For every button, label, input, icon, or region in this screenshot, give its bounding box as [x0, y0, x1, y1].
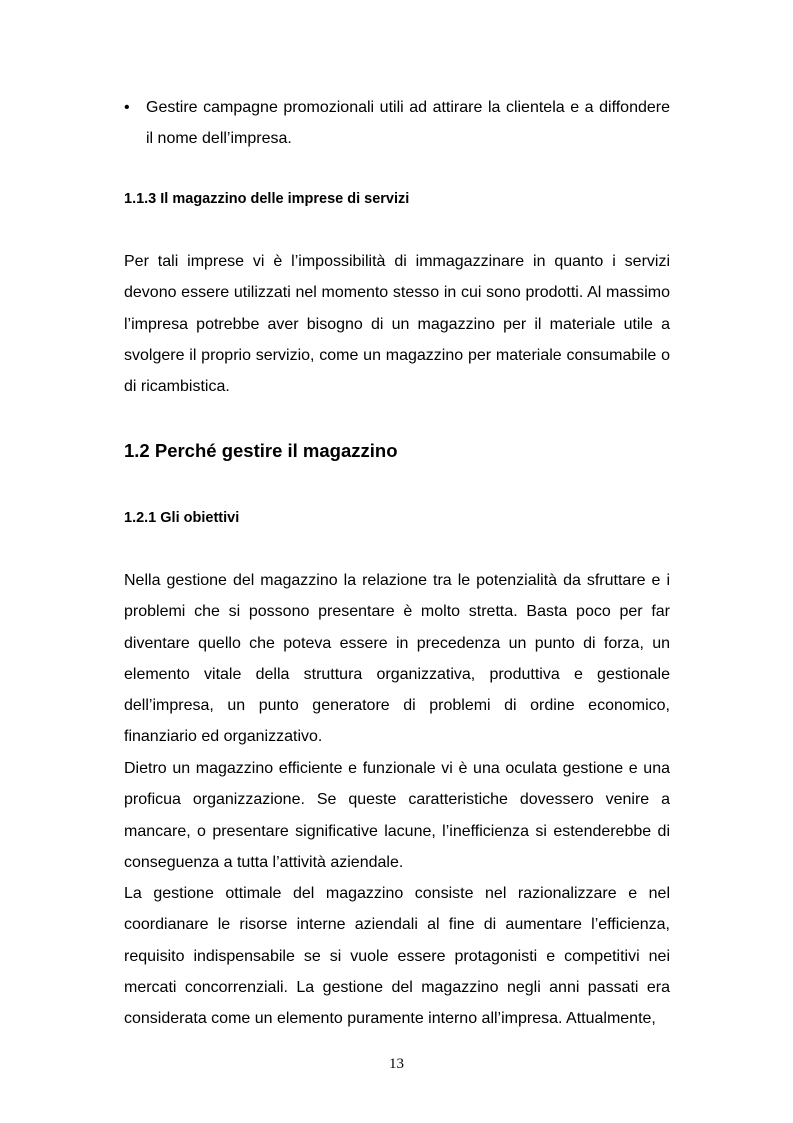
page-number: 13: [389, 1056, 404, 1072]
paragraph-imprese-servizi: Per tali imprese vi è l’impossibilità di immagazzinare in quanto i servizi devono essere utilizzati nel momento stesso in cui sono prodotti. Al massimo l’impresa potrebbe aver bisogno di un magazzino per il materiale utile a svolgere il proprio servizio, come un magazzino per materiale consumabile o di ricambistica.: [124, 253, 670, 396]
section-heading-1-1-3: 1.1.3 Il magazzino delle imprese di servizi: [124, 191, 410, 207]
paragraph-obiettivi-1: Nella gestione del magazzino la relazione tra le potenzialità da sfruttare e i problemi che si possono presentare è molto stretta. Basta poco per far diventare quello che poteva essere in precedenza un punto di forza, un elemento vitale della struttura organizzativa, produttiva e gestionale dell’impresa, un punto generatore di problemi di ordine economico, finanziario ed organizzativo.: [124, 572, 670, 746]
bullet-text: Gestire campagne promozionali utili ad attirare la clientela e a diffondere il nome dell’impresa.: [146, 99, 670, 147]
bullet-marker: •: [124, 99, 130, 116]
section-heading-1-2: 1.2 Perché gestire il magazzino: [124, 440, 398, 461]
paragraph-obiettivi-3: La gestione ottimale del magazzino consiste nel razionalizzare e nel coordianare le risorse interne aziendali al fine di aumentare l’efficienza, requisito indispensabile se si vuole essere protagonisti e competitivi nei mercati concorrenziali. La gestione del magazzino negli anni passati era considerata come un elemento puramente interno all’impresa. Attualmente,: [124, 885, 670, 1028]
section-heading-1-2-1: 1.2.1 Gli obiettivi: [124, 510, 240, 526]
bullet-list-item: [124, 92, 670, 154]
paragraph-obiettivi-2: Dietro un magazzino efficiente e funzionale vi è una oculata gestione e una proficua organizzazione. Se queste caratteristiche dovessero venire a mancare, o presentare significative lacune, l’inefficienza si estenderebbe di conseguenza a tutta l’attività aziendale.: [124, 760, 670, 871]
